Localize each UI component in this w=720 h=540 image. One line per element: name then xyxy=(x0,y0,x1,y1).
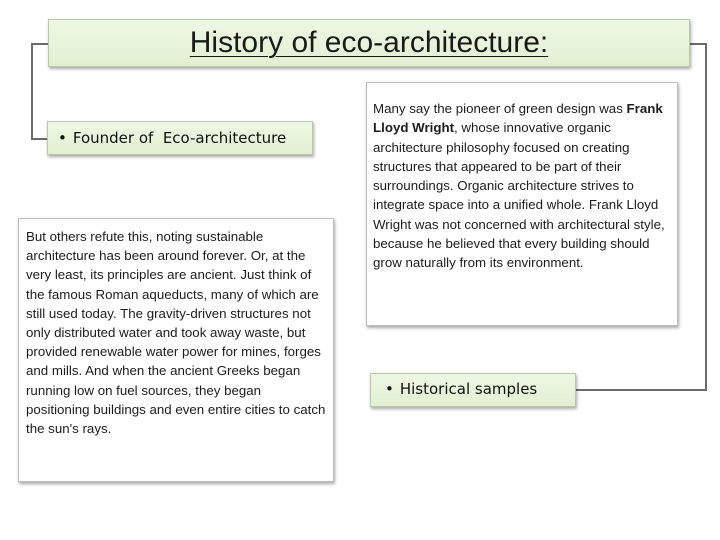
refute-text-box xyxy=(18,218,334,482)
founder-box xyxy=(47,121,313,155)
samples-label: Historical samples xyxy=(399,380,538,398)
connector-left-founder xyxy=(31,138,48,140)
page-title: History of eco-architecture: xyxy=(189,26,549,59)
refute-paragraph: But others refute this, noting sustainable architecture has been around forever. Or, at the very least, its principles are ancient. Just think of the famous Roman aqueducts, many of which are still used today. The gravity-driven structures not only distributed water and took away waste, but provided renewable water power for mines, forges and mills. And when the ancient Greeks began running low on fuel sources, they began positioning buildings and even entire cities to catch the sun's rays. xyxy=(26,229,326,437)
bullet: • xyxy=(58,129,67,147)
samples-box xyxy=(370,373,576,407)
connector-right-samples xyxy=(576,389,707,391)
wright-rest: , whose innovative organic architecture philosophy focused on creating structures that appeared to be part of their surroundings. Organic architecture strives to integrate space into a unified whole. Frank Lloyd Wright was not concerned with architectural style, because he believed that every building should grow naturally from its environment. xyxy=(373,120,665,271)
connector-left-vertical xyxy=(31,43,33,140)
wright-intro: Many say the pioneer of green design was xyxy=(373,101,627,116)
title-box xyxy=(48,19,690,67)
bullet: • xyxy=(385,380,394,398)
wright-name: Frank Lloyd Wright xyxy=(373,101,663,136)
connector-left-top xyxy=(31,43,49,45)
connector-right-top xyxy=(690,43,707,45)
founder-label: Founder of Eco-architecture xyxy=(72,129,287,147)
connector-right-vertical xyxy=(705,43,707,390)
wright-text-box xyxy=(366,82,678,326)
